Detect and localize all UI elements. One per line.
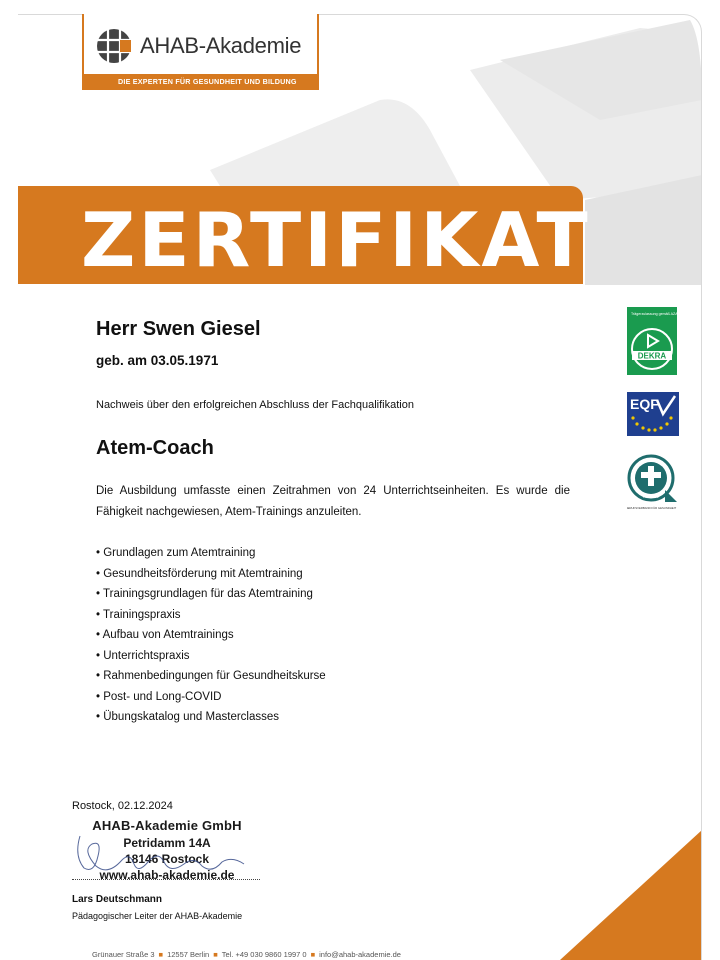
footer-separator: ■ bbox=[213, 950, 218, 959]
signer-name: Lars Deutschmann bbox=[72, 894, 163, 905]
footer-phone: Tel. +49 030 9860 1997 0 bbox=[221, 950, 307, 959]
banner-title: ZERTIFIKAT bbox=[81, 196, 591, 284]
dekra-seal-icon bbox=[627, 307, 677, 375]
list-item: • Rahmenbedingungen für Gesundheitskurse bbox=[96, 670, 326, 682]
place-date: Rostock, 02.12.2024 bbox=[72, 800, 173, 812]
course-description: Die Ausbildung umfasste einen Zeitrahmen von 24 Unterrichtseinheiten. Es wurde die Fähigkeit nachgewiesen, Atem-Trainings anzuleiten. bbox=[96, 485, 570, 518]
list-item: • Gesundheitsförderung mit Atemtraining bbox=[96, 567, 303, 580]
as1000-badge bbox=[627, 454, 679, 516]
handwritten-signature bbox=[72, 816, 262, 886]
stamp-street: Petridamm 14A bbox=[123, 836, 211, 850]
qualification-title: Atem-Coach bbox=[96, 437, 214, 459]
dekra-badge bbox=[627, 307, 677, 375]
recipient-name: Herr Swen Giesel bbox=[96, 318, 261, 340]
proof-text: Nachweis über den erfolgreichen Abschluss der Fachqualifikation bbox=[96, 399, 414, 411]
svg-text:EQF: EQF bbox=[630, 396, 659, 412]
birth-date: geb. am 03.05.1971 bbox=[96, 353, 219, 368]
eqf-badge bbox=[627, 392, 679, 436]
list-item: • Post- und Long-COVID bbox=[96, 690, 222, 703]
list-item: • Trainingsgrundlagen für das Atemtraining bbox=[96, 588, 313, 600]
logo-text: AHAB-Akademie bbox=[140, 33, 302, 58]
list-item: • Trainingspraxis bbox=[96, 608, 181, 621]
stamp-company: AHAB-Akademie GmbH bbox=[92, 818, 242, 833]
signer-role: Pädagogischer Leiter der AHAB-Akademie bbox=[72, 911, 243, 921]
logo-tagline: DIE EXPERTEN FÜR GESUNDHEIT UND BILDUNG bbox=[82, 74, 319, 90]
list-item: • Unterrichtspraxis bbox=[96, 649, 190, 662]
company-stamp bbox=[72, 816, 262, 886]
stamp-web: www.ahab-akademie.de bbox=[99, 868, 235, 882]
list-item: • Übungskatalog und Masterclasses bbox=[96, 711, 280, 723]
as1000-seal-icon bbox=[627, 454, 679, 516]
footer-address bbox=[92, 950, 401, 959]
eqf-stars-icon bbox=[627, 392, 679, 436]
footer-email: info@ahab-akademie.de bbox=[319, 950, 401, 959]
certificate-banner bbox=[18, 186, 591, 284]
footer-separator: ■ bbox=[310, 950, 316, 959]
svg-text:BERUFSVERBAND FÜR GESUNDHEIT: BERUFSVERBAND FÜR GESUNDHEIT bbox=[627, 506, 677, 510]
footer-separator: ■ bbox=[158, 950, 164, 959]
stamp-city: 18146 Rostock bbox=[124, 852, 210, 866]
logo bbox=[82, 14, 319, 90]
list-item: • Aufbau von Atemtrainings bbox=[96, 629, 234, 641]
svg-text:AS 1000: AS 1000 bbox=[643, 494, 659, 499]
module-list bbox=[96, 543, 326, 728]
svg-text:DEKRA: DEKRA bbox=[637, 351, 667, 361]
list-item: • Grundlagen zum Atemtraining bbox=[96, 547, 256, 559]
footer-city: 12557 Berlin bbox=[167, 950, 210, 959]
footer-street: Grünauer Straße 3 bbox=[92, 950, 155, 959]
globe-logo-icon bbox=[96, 28, 132, 64]
svg-text:Trägerzulassung gemäß AZAV: Trägerzulassung gemäß AZAV bbox=[631, 312, 677, 316]
signature-line bbox=[72, 879, 260, 880]
